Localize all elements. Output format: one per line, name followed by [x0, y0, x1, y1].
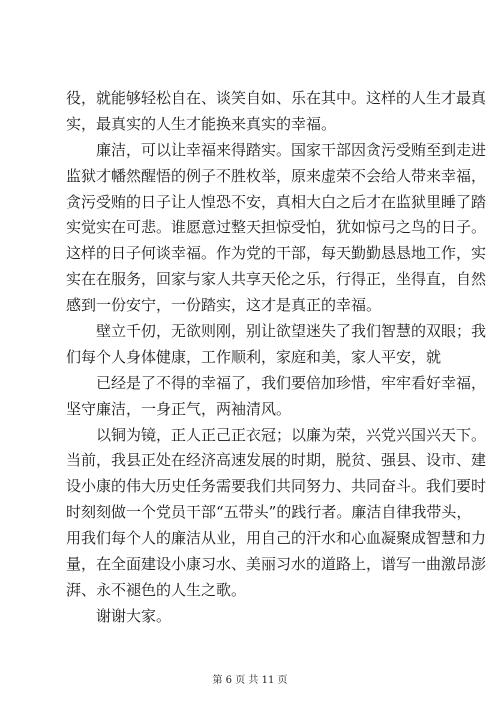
- text-line: 量，在全面建设小康习水、美丽习水的道路上，谱写一曲激昂澎: [66, 555, 487, 574]
- text-line: 实在在服务，回家与家人共享天伦之乐，行得正，坐得直，自然: [66, 270, 487, 289]
- text-line: 感到一份安宁，一份踏实，这才是真正的幸福。: [66, 296, 382, 315]
- text-line: 当前，我县正处在经济高速发展的时期，脱贫、强县、设市、建: [66, 451, 487, 470]
- document-body: [66, 88, 487, 632]
- text-line: 役，就能够轻松自在、谈笑自如、乐在其中。这样的人生才最真: [66, 89, 487, 107]
- text-line: 以铜为镜，正人正己正衣冠；以廉为荣，兴党兴国兴天下。: [96, 425, 487, 444]
- text-line: 设小康的伟大历史任务需要我们共同努力、共同奋斗。我们要时: [66, 477, 487, 496]
- text-line: 谢谢大家。: [96, 606, 172, 625]
- text-line: 时刻刻做一个党员干部“五带头”的践行者。廉洁自律我带头，: [66, 503, 472, 522]
- text-line: 贪污受贿的日子让人惶恐不安，真相大白之后才在监狱里睡了踏: [66, 192, 487, 211]
- text-line: 监狱才幡然醒悟的例子不胜枚举，原来虚荣不会给人带来幸福，: [66, 166, 487, 185]
- text-line: 这样的日子何谈幸福。作为党的干部，每天勤勤恳恳地工作，实: [66, 244, 487, 263]
- text-line: 廉洁，可以让幸福来得踏实。国家干部因贪污受贿至到走进: [96, 140, 487, 159]
- text-line: 坚守廉洁，一身正气，两袖清风。: [66, 399, 292, 418]
- page-footer: 第 6 页 共 11 页: [212, 675, 288, 686]
- text-line: 湃、永不褪色的人生之歌。: [66, 580, 247, 599]
- text-line: 用我们每个人的廉洁从业，用自己的汗水和心血凝聚成智慧和力: [66, 529, 487, 548]
- text-line: 实觉实在可悲。谁愿意过整天担惊受怕，犹如惊弓之鸟的日子。: [66, 218, 487, 237]
- text-line: 们每个人身体健康，工作顺利，家庭和美，家人平安，就: [66, 347, 442, 366]
- text-line: 壁立千仞，无欲则刚，别让欲望迷失了我们智慧的双眼；我: [96, 322, 487, 341]
- text-line: 已经是了不得的幸福了，我们要倍加珍惜，牢牢看好幸福，: [96, 373, 487, 392]
- text-line: 实，最真实的人生才能换来真实的幸福。: [66, 114, 337, 133]
